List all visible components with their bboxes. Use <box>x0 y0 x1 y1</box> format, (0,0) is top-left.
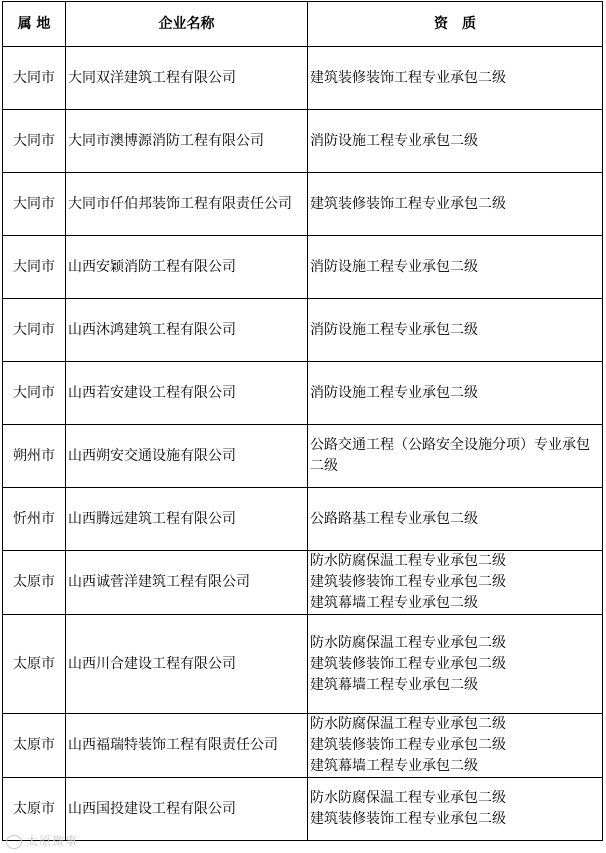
qualification-cell <box>308 615 603 714</box>
header-qualification: 资 质 <box>308 2 603 47</box>
qualification-line: 建筑装修装饰工程专业承包二级 <box>310 655 506 672</box>
qualification-line: 防水防腐保温工程专业承包二级 <box>310 553 506 569</box>
qualification-line: 消防设施工程专业承包二级 <box>310 321 478 338</box>
table-row <box>3 551 603 615</box>
table-row <box>3 299 603 362</box>
company-cell: 山西福瑞特装饰工程有限责任公司 <box>66 714 308 778</box>
qualification-cell <box>308 110 603 173</box>
qualification-cell <box>308 714 603 778</box>
qualification-line: 防水防腐保温工程专业承包二级 <box>310 716 506 732</box>
company-cell: 大同市仟伯邦装饰工程有限责任公司 <box>66 173 308 236</box>
qualification-cell <box>308 488 603 551</box>
region-cell: 大同市 <box>3 173 66 236</box>
table-header-row <box>3 2 603 47</box>
qualification-cell <box>308 236 603 299</box>
qualification-line: 防水防腐保温工程专业承包二级 <box>310 634 506 651</box>
watermark <box>6 832 78 849</box>
qualification-cell <box>308 778 603 841</box>
qualification-cell <box>308 425 603 488</box>
region-cell: 大同市 <box>3 47 66 110</box>
table-row <box>3 173 603 236</box>
region-cell: 大同市 <box>3 110 66 173</box>
company-cell: 大同双洋建筑工程有限公司 <box>66 47 308 110</box>
qualification-line: 建筑装修装饰工程专业承包二级 <box>310 195 506 212</box>
company-cell: 山西若安建设工程有限公司 <box>66 362 308 425</box>
company-cell: 山西安颖消防工程有限公司 <box>66 236 308 299</box>
company-cell: 山西诚菅洋建筑工程有限公司 <box>66 551 308 615</box>
qualification-line: 消防设施工程专业承包二级 <box>310 384 478 401</box>
region-cell: 大同市 <box>3 299 66 362</box>
region-cell: 太原市 <box>3 714 66 778</box>
qualification-line: 建筑幕墙工程专业承包二级 <box>310 595 478 611</box>
qualification-line: 消防设施工程专业承包二级 <box>310 132 478 149</box>
header-company: 企业名称 <box>66 2 308 47</box>
table-row <box>3 778 603 841</box>
company-cell: 山西国投建设工程有限公司 <box>66 778 308 841</box>
company-cell: 山西川合建设工程有限公司 <box>66 615 308 714</box>
company-cell: 山西沐鸿建筑工程有限公司 <box>66 299 308 362</box>
table-row <box>3 488 603 551</box>
table-row <box>3 236 603 299</box>
region-cell: 朔州市 <box>3 425 66 488</box>
table-row <box>3 362 603 425</box>
qualification-line: 建筑幕墙工程专业承包二级 <box>310 758 478 774</box>
qualification-cell <box>308 47 603 110</box>
qualification-cell <box>308 551 603 615</box>
region-cell: 大同市 <box>3 362 66 425</box>
qualification-table <box>2 1 603 841</box>
qualification-line: 公路交通工程（公路安全设施分项）专业承包二级 <box>310 437 590 474</box>
region-cell: 太原市 <box>3 615 66 714</box>
company-cell: 山西腾远建筑工程有限公司 <box>66 488 308 551</box>
wechat-icon <box>6 835 22 849</box>
qualification-cell <box>308 173 603 236</box>
region-cell: 太原市 <box>3 778 66 841</box>
table-row <box>3 110 603 173</box>
qualification-cell <box>308 362 603 425</box>
header-region: 属 地 <box>3 2 66 47</box>
table-row <box>3 714 603 778</box>
table-row <box>3 425 603 488</box>
region-cell: 太原市 <box>3 551 66 615</box>
qualification-line: 建筑装修装饰工程专业承包二级 <box>310 574 506 590</box>
region-cell: 忻州市 <box>3 488 66 551</box>
qualification-line: 建筑装修装饰工程专业承包二级 <box>310 69 506 86</box>
table-row <box>3 615 603 714</box>
company-cell: 山西朔安交通设施有限公司 <box>66 425 308 488</box>
watermark-text: 太原微事 <box>26 834 79 848</box>
qualification-line: 消防设施工程专业承包二级 <box>310 258 478 275</box>
qualification-line: 建筑装修装饰工程专业承包二级 <box>310 811 506 827</box>
qualification-line: 建筑装修装饰工程专业承包二级 <box>310 737 506 753</box>
qualification-line: 公路路基工程专业承包二级 <box>310 510 478 527</box>
table-row <box>3 47 603 110</box>
region-cell: 大同市 <box>3 236 66 299</box>
qualification-cell <box>308 299 603 362</box>
company-cell: 大同市澳博源消防工程有限公司 <box>66 110 308 173</box>
qualification-line: 建筑幕墙工程专业承包二级 <box>310 676 478 693</box>
qualification-line: 防水防腐保温工程专业承包二级 <box>310 790 506 806</box>
